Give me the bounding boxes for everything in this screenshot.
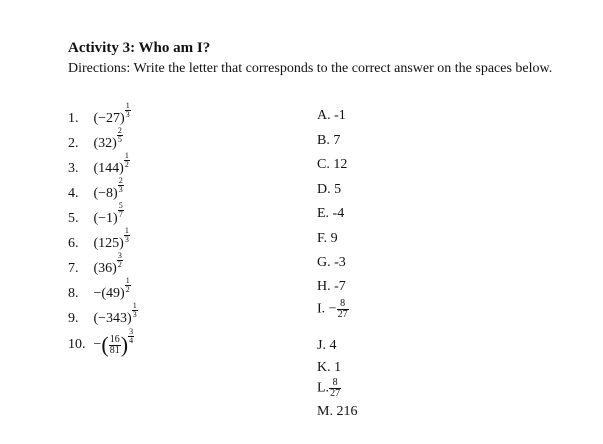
answer-frac-denominator: 27 — [330, 388, 341, 399]
question-item — [68, 201, 124, 227]
answer-frac-denominator: 27 — [337, 309, 348, 320]
answer-item: A. -1 — [317, 108, 346, 123]
exp-numerator: 1 — [132, 301, 137, 310]
question-base: (125) — [93, 236, 124, 251]
question-base: −(49) — [93, 286, 125, 301]
answer-item: C. 12 — [317, 157, 348, 172]
question-number: 8. — [68, 286, 79, 301]
answer-item: F. 9 — [317, 231, 338, 246]
answer-item: B. 7 — [317, 133, 341, 148]
question-number: 1. — [68, 111, 79, 126]
question-base: (−27) — [93, 111, 125, 126]
answer-item — [317, 299, 349, 320]
question-item — [68, 151, 130, 177]
question-number: 2. — [68, 136, 79, 151]
answer-item: G. -3 — [317, 255, 346, 270]
answer-item — [317, 378, 341, 399]
question-number: 10. — [68, 337, 86, 353]
directions-text: Directions: Write the letter that corresponds to the correct answer on the spaces below. — [68, 61, 553, 76]
exp-numerator: 1 — [124, 151, 129, 160]
exp-denominator: 2 — [124, 160, 129, 169]
question-item — [68, 301, 138, 327]
exp-denominator: 3 — [118, 185, 123, 194]
answer-item: H. -7 — [317, 279, 346, 294]
question-item — [68, 101, 131, 127]
answer-frac-numerator: 8 — [337, 299, 349, 310]
answer-label: L. — [317, 380, 330, 396]
answer-item: J. 4 — [317, 338, 337, 353]
question-number: 7. — [68, 261, 79, 276]
exp-denominator: 7 — [118, 210, 123, 219]
question-number: 6. — [68, 236, 79, 251]
frac-denominator: 81 — [109, 344, 120, 356]
answer-item: D. 5 — [317, 182, 342, 197]
question-item — [68, 327, 134, 358]
exp-denominator: 3 — [124, 235, 129, 244]
answer-item: E. -4 — [317, 206, 345, 221]
exp-denominator: 2 — [117, 260, 122, 269]
question-base: (−1) — [93, 211, 118, 226]
exp-denominator: 2 — [125, 285, 130, 294]
answer-item: M. 216 — [317, 404, 358, 419]
activity-title: Activity 3: Who am I? — [68, 40, 211, 56]
exp-numerator: 3 — [129, 327, 134, 337]
exp-denominator: 4 — [129, 336, 134, 346]
question-prefix: − — [93, 337, 102, 353]
question-base: (32) — [93, 136, 117, 151]
open-paren: ( — [101, 332, 109, 357]
exp-numerator: 1 — [124, 226, 129, 235]
question-item — [68, 226, 130, 252]
exp-denominator: 3 — [125, 110, 130, 119]
exp-denominator: 3 — [132, 310, 137, 319]
exp-denominator: 5 — [117, 135, 122, 144]
answer-item: K. 1 — [317, 360, 342, 375]
exp-numerator: 2 — [117, 126, 122, 135]
question-item — [68, 276, 131, 302]
question-item — [68, 176, 124, 202]
question-number: 5. — [68, 211, 79, 226]
frac-numerator: 16 — [109, 333, 120, 345]
question-base: (−343) — [93, 311, 132, 326]
exp-numerator: 1 — [125, 276, 130, 285]
exp-numerator: 5 — [118, 201, 123, 210]
question-item — [68, 126, 123, 152]
question-number: 9. — [68, 311, 79, 326]
answer-label: I. − — [317, 301, 337, 317]
exp-numerator: 1 — [125, 101, 130, 110]
question-number: 4. — [68, 186, 79, 201]
question-number: 3. — [68, 161, 79, 176]
question-base: (36) — [93, 261, 117, 276]
exp-numerator: 2 — [118, 176, 123, 185]
close-paren: ) — [120, 332, 129, 357]
question-base: (−8) — [93, 186, 118, 201]
answer-frac-numerator: 8 — [329, 378, 341, 389]
question-base: (144) — [93, 161, 124, 176]
question-item — [68, 251, 123, 277]
exp-numerator: 3 — [117, 251, 122, 260]
